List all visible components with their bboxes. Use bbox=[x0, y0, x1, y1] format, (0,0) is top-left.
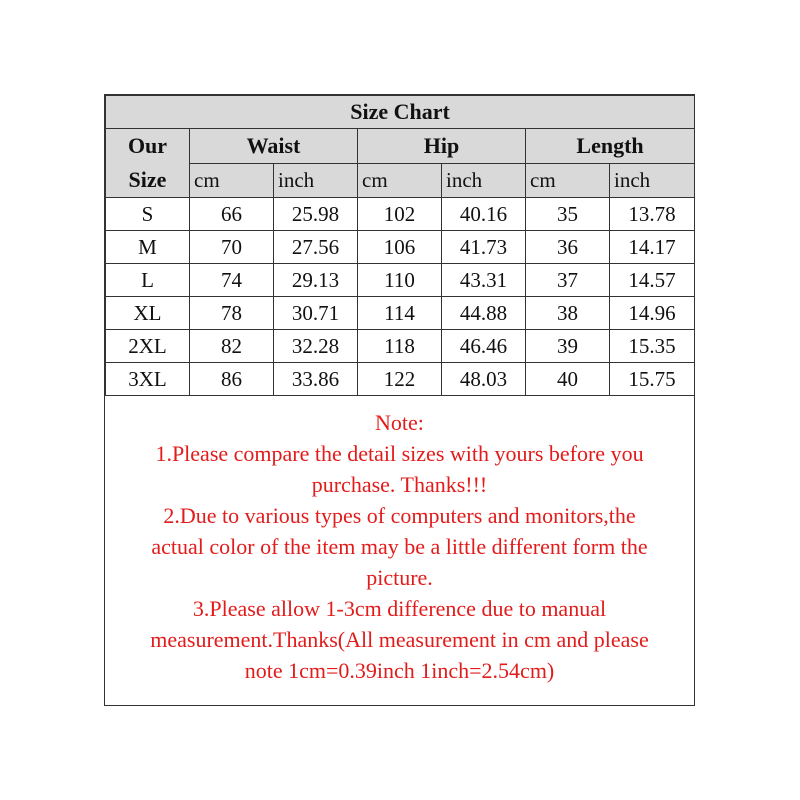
note-line: purchase. Thanks!!! bbox=[311, 472, 488, 497]
table-row bbox=[106, 231, 695, 264]
measurement-cell: 70 bbox=[190, 231, 274, 264]
measurement-cell: 14.96 bbox=[610, 297, 695, 330]
unit-header: inch bbox=[610, 163, 695, 198]
measurement-cell: 25.98 bbox=[274, 198, 358, 231]
measurement-cell: 78 bbox=[190, 297, 274, 330]
measurement-cell: 14.17 bbox=[610, 231, 695, 264]
measurement-cell: 40 bbox=[526, 363, 610, 396]
measurement-cell: 15.35 bbox=[610, 330, 695, 363]
unit-header: cm bbox=[358, 163, 442, 198]
note-line: picture. bbox=[366, 565, 433, 590]
unit-header: inch bbox=[442, 163, 526, 198]
measurement-cell: 33.86 bbox=[274, 363, 358, 396]
note-heading: Note: bbox=[375, 410, 424, 435]
size-table bbox=[105, 95, 695, 396]
measurement-cell: 74 bbox=[190, 264, 274, 297]
measurement-cell: 35 bbox=[526, 198, 610, 231]
measurement-cell: 44.88 bbox=[442, 297, 526, 330]
measurement-cell: 15.75 bbox=[610, 363, 695, 396]
size-label-cell: 3XL bbox=[106, 363, 190, 396]
table-row bbox=[106, 264, 695, 297]
measurement-cell: 32.28 bbox=[274, 330, 358, 363]
chart-title: Size Chart bbox=[106, 96, 695, 129]
measurement-cell: 43.31 bbox=[442, 264, 526, 297]
measurement-cell: 114 bbox=[358, 297, 442, 330]
note-line: 2.Due to various types of computers and monitors,the bbox=[163, 503, 636, 528]
measurement-cell: 86 bbox=[190, 363, 274, 396]
measurement-cell: 46.46 bbox=[442, 330, 526, 363]
unit-header: inch bbox=[274, 163, 358, 198]
table-row bbox=[106, 297, 695, 330]
note-line: actual color of the item may be a little different form the bbox=[151, 534, 648, 559]
measurement-cell: 48.03 bbox=[442, 363, 526, 396]
measurement-cell: 38 bbox=[526, 297, 610, 330]
size-chart bbox=[104, 94, 695, 706]
length-header: Length bbox=[526, 129, 695, 164]
table-row bbox=[106, 330, 695, 363]
table-row bbox=[106, 198, 695, 231]
measurement-cell: 66 bbox=[190, 198, 274, 231]
measurement-cell: 27.56 bbox=[274, 231, 358, 264]
measurement-cell: 36 bbox=[526, 231, 610, 264]
our-size-line-1: Our bbox=[127, 133, 168, 158]
measurement-cell: 14.57 bbox=[610, 264, 695, 297]
measurement-cell: 41.73 bbox=[442, 231, 526, 264]
measurement-cell: 82 bbox=[190, 330, 274, 363]
our-size-header bbox=[106, 129, 190, 198]
measurement-cell: 106 bbox=[358, 231, 442, 264]
size-label-cell: M bbox=[106, 231, 190, 264]
measurement-cell: 30.71 bbox=[274, 297, 358, 330]
measurement-cell: 37 bbox=[526, 264, 610, 297]
waist-header: Waist bbox=[190, 129, 358, 164]
note-line: 3.Please allow 1-3cm difference due to manual bbox=[192, 596, 607, 621]
size-label-cell: XL bbox=[106, 297, 190, 330]
measurement-cell: 118 bbox=[358, 330, 442, 363]
note-block bbox=[105, 407, 694, 686]
measurement-cell: 110 bbox=[358, 264, 442, 297]
note-line: note 1cm=0.39inch 1inch=2.54cm) bbox=[244, 658, 555, 683]
size-label-cell: 2XL bbox=[106, 330, 190, 363]
measurement-cell: 122 bbox=[358, 363, 442, 396]
measurement-cell: 40.16 bbox=[442, 198, 526, 231]
size-label-cell: L bbox=[106, 264, 190, 297]
measurement-cell: 102 bbox=[358, 198, 442, 231]
note-line: measurement.Thanks(All measurement in cm and please bbox=[150, 627, 649, 652]
table-row bbox=[106, 363, 695, 396]
measurement-cell: 13.78 bbox=[610, 198, 695, 231]
measurement-cell: 29.13 bbox=[274, 264, 358, 297]
unit-header: cm bbox=[526, 163, 610, 198]
unit-header: cm bbox=[190, 163, 274, 198]
our-size-line-2: Size bbox=[128, 167, 167, 192]
size-label-cell: S bbox=[106, 198, 190, 231]
measurement-cell: 39 bbox=[526, 330, 610, 363]
note-line: 1.Please compare the detail sizes with yours before you bbox=[155, 441, 644, 466]
hip-header: Hip bbox=[358, 129, 526, 164]
